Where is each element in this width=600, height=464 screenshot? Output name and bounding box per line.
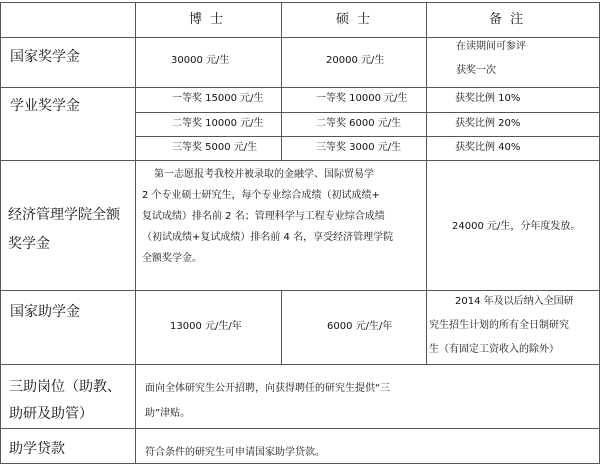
column-divider (135, 2, 136, 464)
assistantships-description: 助”津贴。 (145, 408, 191, 419)
academic-tier-note: 获奖比例 40% (455, 142, 521, 153)
column-divider (281, 290, 282, 364)
assistantships-description: 面向全体研究生公开招聘，向获得聘任的研究生提供“三 (145, 383, 391, 394)
national-grant-note: 生（有固定工资收入的除外） (429, 344, 559, 355)
student-loan-description: 符合条件的研究生可申请国家助学贷款。 (145, 447, 325, 458)
header-phd: 博 士 (189, 12, 226, 27)
national-grant-phd: 13000 元/生/年 (170, 321, 242, 332)
row-label-school-full-scholarship: 经济管理学院全额 (8, 207, 120, 223)
header-master: 硕 士 (336, 12, 373, 27)
row-divider (0, 290, 600, 291)
academic-tier-master: 三等奖 3000 元/生 (316, 142, 402, 153)
national-grant-master: 6000 元/生/年 (327, 321, 393, 332)
school-full-scholarship-note: 24000 元/生，分年度发放。 (452, 221, 581, 232)
national-scholarship-note: 在读期间可参评 (456, 41, 526, 52)
national-grant-note: 2014 年及以后纳入全国研 (455, 296, 574, 307)
row-divider (135, 112, 600, 113)
row-divider (0, 160, 600, 161)
school-full-scholarship-description (142, 164, 424, 269)
academic-tier-phd: 三等奖 5000 元/生 (172, 142, 258, 153)
row-label-school-full-scholarship: 奖学金 (8, 236, 50, 252)
description-line: 复试成绩）排名前 2 名；管理科学与工程专业综合成绩 (142, 211, 385, 222)
national-scholarship-master: 20000 元/生 (326, 55, 385, 66)
national-scholarship-note: 获奖一次 (456, 65, 496, 76)
row-divider (0, 364, 600, 365)
column-divider (426, 2, 427, 364)
row-divider (0, 87, 600, 88)
row-label-student-loan: 助学贷款 (9, 441, 65, 457)
column-divider (281, 2, 282, 160)
row-label-academic-scholarship: 学业奖学金 (10, 98, 80, 114)
national-grant-note: 究生招生计划的所有全日制研究 (429, 320, 569, 331)
row-divider (0, 428, 600, 429)
national-scholarship-phd: 30000 元/生 (171, 55, 230, 66)
academic-tier-phd: 一等奖 15000 元/生 (172, 93, 264, 104)
description-line: 第一志愿报考我校并被录取的金融学、国际贸易学 (154, 169, 374, 180)
academic-tier-master: 一等奖 10000 元/生 (316, 93, 408, 104)
row-label-national-grant: 国家助学金 (10, 304, 80, 320)
academic-tier-master: 二等奖 6000 元/生 (316, 118, 402, 129)
academic-tier-phd: 二等奖 10000 元/生 (172, 118, 264, 129)
row-divider (0, 37, 600, 38)
table-border (0, 2, 600, 3)
description-line: （初试成绩+复试成绩）排名前 4 名，享受经济管理学院 (142, 232, 394, 243)
description-line: 全额奖学金。 (142, 253, 202, 264)
academic-tier-note: 获奖比例 20% (455, 118, 521, 129)
description-line: 2 个专业硕士研究生，每个专业综合成绩（初试成绩+ (142, 190, 380, 201)
academic-tier-note: 获奖比例 10% (455, 93, 521, 104)
table-border (0, 2, 1, 464)
row-label-assistantships: 三助岗位（助教、 (9, 379, 121, 395)
row-label-national-scholarship: 国家奖学金 (10, 49, 80, 65)
row-divider (135, 136, 600, 137)
header-note: 备 注 (489, 12, 526, 27)
row-label-assistantships: 助研及助管） (9, 406, 93, 422)
